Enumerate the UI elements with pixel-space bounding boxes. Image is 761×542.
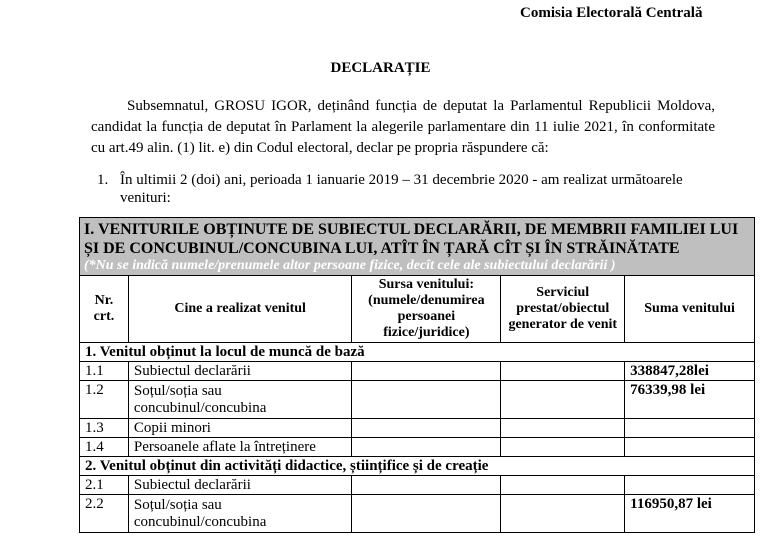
- table-row: [80, 362, 755, 381]
- table-banner-title: I. VENITURILE OBȚINUTE DE SUBIECTUL DECLARĂRII, DE MEMBRII FAMILIEI LUI ȘI DE CONCUBINUL/CONCUBINA LUI, ATÎT ÎN ȚARĂ CÎT ȘI ÎN STRĂINĂTATE: [84, 221, 739, 257]
- column-header-nr: Nr. crt.: [80, 276, 129, 343]
- row-number: 1.2: [80, 381, 129, 419]
- section-row: [80, 457, 755, 476]
- row-source: [352, 495, 501, 533]
- row-number: 1.1: [80, 362, 129, 381]
- row-source: [352, 476, 501, 495]
- row-source: [352, 438, 501, 457]
- section-title: 2. Venitul obținut din activități didactice, științifice și de creație: [80, 457, 755, 476]
- row-source: [352, 362, 501, 381]
- table-row: [80, 438, 755, 457]
- row-amount: 338847,28lei: [625, 362, 755, 381]
- row-number: 2.2: [80, 495, 129, 533]
- section-title: 1. Venitul obținut la locul de muncă de bază: [80, 343, 755, 362]
- document-title: DECLARAȚIE: [330, 60, 431, 76]
- row-amount: [625, 476, 755, 495]
- table-banner-row: [80, 218, 755, 276]
- intro-paragraph: Subsemnatul, GROSU IGOR, deținând funcția de deputat la Parlamentul Republicii Moldova, candidat la funcția de deputat în Parlament la alegerile parlamentare din 11 iulie 2021, în conformitate cu art.49 alin. (1) lit. e) din Codul electoral, declar pe propria răspundere că:: [91, 98, 715, 156]
- list-item-text: În ultimii 2 (doi) ani, perioada 1 ianuarie 2019 – 31 decembrie 2020 - am realizat următoarele venituri:: [120, 172, 683, 206]
- institution-name: Comisia Electorală Centrală: [520, 5, 703, 21]
- row-amount: 116950,87 lei: [625, 495, 755, 533]
- row-number: 2.1: [80, 476, 129, 495]
- section-row: [80, 343, 755, 362]
- table-banner-note: (*Nu se indică numele/prenumele altor persoane fizice, decît cele ale subiectului declarării ): [84, 258, 616, 273]
- row-amount: [625, 438, 755, 457]
- income-table: [79, 217, 755, 533]
- row-service: [501, 495, 625, 533]
- row-service: [501, 381, 625, 419]
- row-who: Subiectul declarării: [128, 476, 352, 495]
- row-who: Subiectul declarării: [128, 362, 352, 381]
- row-who: Soțul/soția sau concubinul/concubina: [128, 381, 352, 419]
- column-header-who: Cine a realizat venitul: [128, 276, 352, 343]
- row-source: [352, 381, 501, 419]
- column-header-amount: Suma venitului: [625, 276, 755, 343]
- table-row: [80, 381, 755, 419]
- column-header-source: Sursa venitului: (numele/denumirea persoanei fizice/juridice): [352, 276, 501, 343]
- row-who: Soțul/soția sau concubinul/concubina: [128, 495, 352, 533]
- table-banner: [80, 218, 755, 276]
- row-who: Persoanele aflate la întreținere: [128, 438, 352, 457]
- table-row: [80, 476, 755, 495]
- row-source: [352, 419, 501, 438]
- row-service: [501, 419, 625, 438]
- table-row: [80, 495, 755, 533]
- column-header-service: Serviciul prestat/obiectul generator de venit: [501, 276, 625, 343]
- row-service: [501, 438, 625, 457]
- list-item-number: 1.: [97, 172, 109, 188]
- table-header-row: [80, 276, 755, 343]
- row-service: [501, 362, 625, 381]
- row-number: 1.3: [80, 419, 129, 438]
- table-row: [80, 419, 755, 438]
- row-number: 1.4: [80, 438, 129, 457]
- row-service: [501, 476, 625, 495]
- row-amount: 76339,98 lei: [625, 381, 755, 419]
- row-who: Copii minori: [128, 419, 352, 438]
- row-amount: [625, 419, 755, 438]
